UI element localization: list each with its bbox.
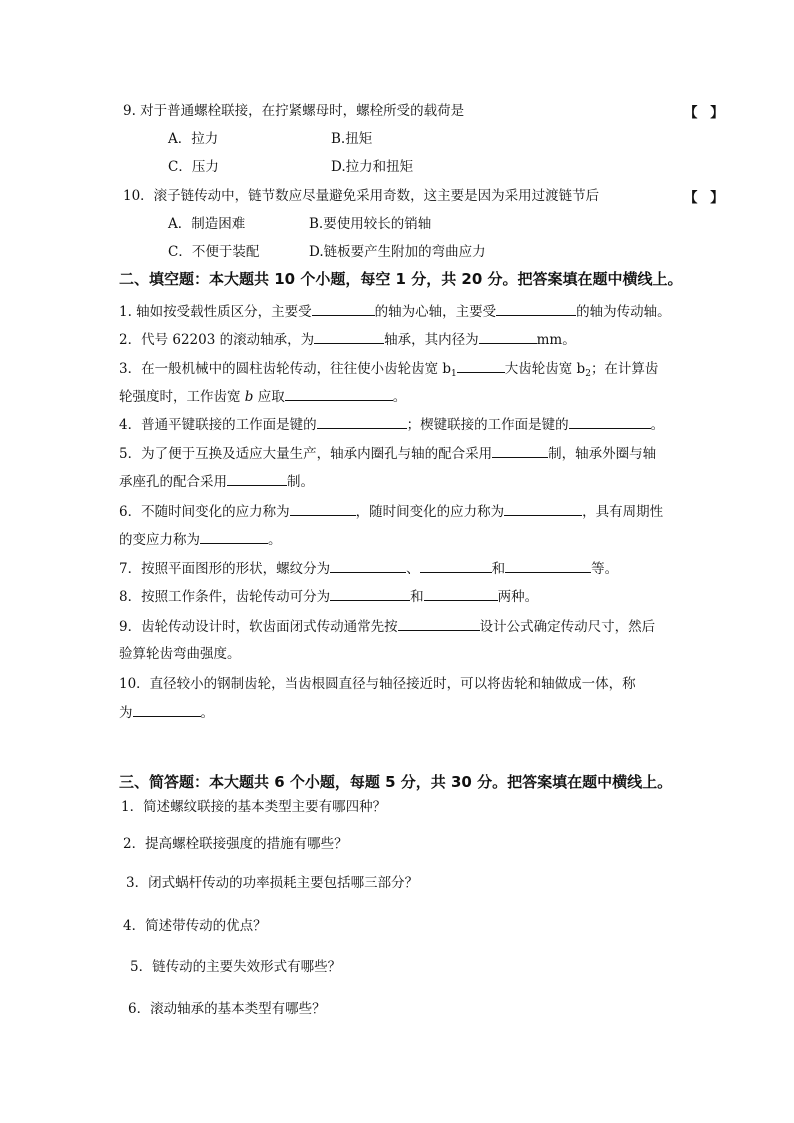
fill-question-7: 7．按照平面图形的形状，螺纹分为 、 和 等。: [119, 561, 619, 577]
option-d: D.拉力和扭矩: [331, 159, 414, 175]
short-question-1: 1．简述螺纹联接的基本类型主要有哪四种？: [121, 799, 387, 815]
fill-question-3-cont: 轮强度时，工作齿宽 b 应取 。: [119, 389, 407, 405]
fill-question-3: 3．在一般机械中的圆柱齿轮传动，往往使小齿轮齿宽 $b_1$ 大齿轮齿宽 $b_2$；在计算齿: [119, 361, 659, 379]
answer-blank[interactable]: [496, 302, 576, 316]
fill-question-1: 1. 轴如按受载性质区分，主要受 的轴为心轴，主要受 的轴为传动轴。: [119, 304, 671, 320]
option-b: B.要使用较长的销轴: [309, 216, 432, 232]
answer-blank[interactable]: [492, 444, 548, 458]
answer-blank[interactable]: [200, 530, 268, 544]
fill-question-2: 2．代号 62203 的滚动轴承，为 轴承，其内径为 mm。: [119, 332, 576, 348]
mc-question-9: 9. 对于普通螺栓联接，在拧紧螺母时，螺栓所受的载荷是: [123, 103, 465, 119]
short-question-6: 6．滚动轴承的基本类型有哪些？: [128, 1001, 326, 1017]
answer-blank[interactable]: [285, 387, 393, 401]
fill-question-6: 6．不随时间变化的应力称为 ，随时间变化的应力称为 ，具有周期性: [119, 504, 664, 520]
option-a: A．制造困难: [168, 216, 246, 232]
fill-question-5: 5．为了便于互换及适应大量生产，轴承内圈孔与轴的配合采用 制，轴承外圈与轴: [119, 446, 657, 462]
answer-blank[interactable]: [133, 703, 201, 717]
answer-blank[interactable]: [227, 472, 287, 486]
fill-question-4: 4．普通平键联接的工作面是键的 ；楔键联接的工作面是键的 。: [119, 417, 665, 433]
answer-blank[interactable]: [317, 415, 407, 429]
answer-blank[interactable]: [505, 559, 591, 573]
answer-bracket-10: 【 】: [684, 190, 728, 206]
option-d: D.链板要产生附加的弯曲应力: [309, 244, 486, 260]
fill-question-5-cont: 承座孔的配合采用 制。: [119, 474, 314, 490]
option-c: C．压力: [168, 159, 219, 175]
short-question-5: 5．链传动的主要失效形式有哪些？: [130, 959, 342, 975]
option-c: C．不便于装配: [168, 244, 260, 260]
answer-blank[interactable]: [330, 587, 410, 601]
fill-question-6-cont: 的变应力称为 。: [119, 532, 282, 548]
short-question-3: 3．闭式蜗杆传动的功率损耗主要包括哪三部分？: [126, 875, 419, 891]
option-b: B.扭矩: [331, 131, 373, 147]
answer-blank[interactable]: [569, 415, 651, 429]
short-question-4: 4．简述带传动的优点？: [123, 918, 267, 934]
answer-blank[interactable]: [504, 502, 582, 516]
answer-blank[interactable]: [424, 587, 498, 601]
option-a: A．拉力: [168, 131, 219, 147]
answer-blank[interactable]: [457, 359, 505, 373]
answer-blank[interactable]: [420, 559, 492, 573]
fill-question-9: 9．齿轮传动设计时，软齿面闭式传动通常先按 设计公式确定传动尺寸，然后: [119, 619, 656, 635]
answer-blank[interactable]: [330, 559, 406, 573]
answer-blank[interactable]: [314, 330, 384, 344]
answer-blank[interactable]: [290, 502, 356, 516]
fill-question-10-cont: 为 。: [119, 705, 214, 721]
fill-question-9-cont: 验算轮齿弯曲强度。: [119, 646, 241, 662]
short-question-2: 2．提高螺栓联接强度的措施有哪些？: [123, 836, 348, 852]
section-heading-fill-in: 二、填空题：本大题共 10 个小题，每空 1 分，共 20 分。把答案填在题中横线上。: [119, 270, 683, 288]
section-heading-short-answer: 三、简答题：本大题共 6 个小题，每题 5 分，共 30 分。把答案填在题中横线上。: [119, 773, 673, 791]
answer-bracket-9: 【 】: [684, 105, 728, 121]
answer-blank[interactable]: [479, 330, 537, 344]
mc-question-10: 10．滚子链传动中，链节数应尽量避免采用奇数，这主要是因为采用过渡链节后: [123, 188, 600, 204]
answer-blank[interactable]: [398, 617, 480, 631]
fill-question-8: 8．按照工作条件，齿轮传动可分为 和 两种。: [119, 589, 539, 605]
fill-question-10: 10．直径较小的钢制齿轮，当齿根圆直径与轴径接近时，可以将齿轮和轴做成一体，称: [119, 676, 636, 692]
answer-blank[interactable]: [312, 302, 375, 316]
